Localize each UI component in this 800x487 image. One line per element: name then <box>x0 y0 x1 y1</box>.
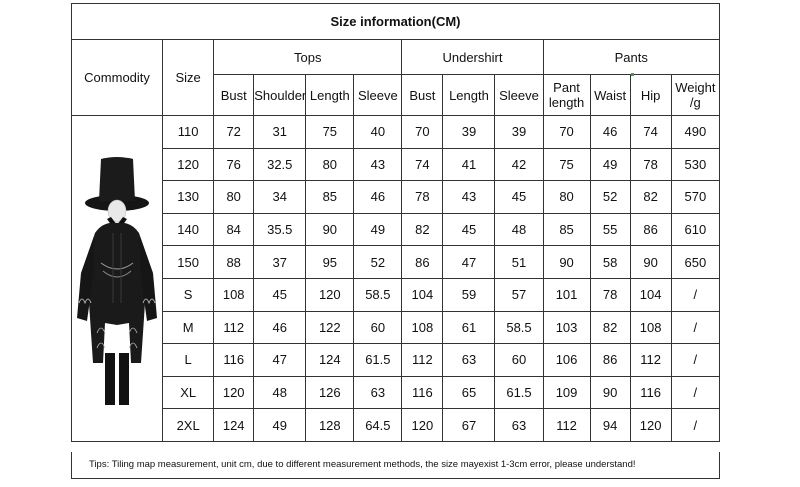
value-cell: 39 <box>443 116 495 149</box>
column-header: Shoulder <box>254 75 306 116</box>
size-cell: 120 <box>163 148 214 181</box>
column-header: Pant length <box>543 75 590 116</box>
table-row <box>72 278 720 311</box>
value-cell: 490 <box>671 116 719 149</box>
value-cell: 128 <box>306 409 354 442</box>
value-cell: 94 <box>590 409 630 442</box>
size-cell: L <box>163 344 214 377</box>
value-cell: 80 <box>214 181 254 214</box>
table-row <box>72 376 720 409</box>
value-cell: 43 <box>443 181 495 214</box>
value-cell: / <box>671 409 719 442</box>
value-cell: 116 <box>214 344 254 377</box>
value-cell: 90 <box>306 213 354 246</box>
value-cell: 85 <box>543 213 590 246</box>
column-header: Bust <box>402 75 443 116</box>
value-cell: 52 <box>590 181 630 214</box>
value-cell: 74 <box>630 116 671 149</box>
value-cell: 58.5 <box>354 278 402 311</box>
table-row <box>72 246 720 279</box>
value-cell: 48 <box>495 213 543 246</box>
value-cell: 650 <box>671 246 719 279</box>
value-cell: 108 <box>214 278 254 311</box>
value-cell: 78 <box>630 148 671 181</box>
value-cell: 61.5 <box>354 344 402 377</box>
value-cell: 51 <box>495 246 543 279</box>
value-cell: 46 <box>590 116 630 149</box>
value-cell: 61 <box>443 311 495 344</box>
value-cell: 116 <box>630 376 671 409</box>
value-cell: 35.5 <box>254 213 306 246</box>
value-cell: 47 <box>254 344 306 377</box>
value-cell: 45 <box>254 278 306 311</box>
column-header: Waist <box>590 75 630 116</box>
commodity-header: Commodity <box>72 40 163 116</box>
value-cell: 75 <box>543 148 590 181</box>
value-cell: 63 <box>495 409 543 442</box>
value-cell: 120 <box>630 409 671 442</box>
size-cell: 150 <box>163 246 214 279</box>
value-cell: 32.5 <box>254 148 306 181</box>
value-cell: 86 <box>590 344 630 377</box>
value-cell: 85 <box>306 181 354 214</box>
column-header: Sleeve <box>495 75 543 116</box>
value-cell: 42 <box>495 148 543 181</box>
value-cell: 120 <box>306 278 354 311</box>
size-cell: S <box>163 278 214 311</box>
value-cell: 75 <box>306 116 354 149</box>
value-cell: 52 <box>354 246 402 279</box>
value-cell: 34 <box>254 181 306 214</box>
costume-photo <box>73 153 161 413</box>
value-cell: 104 <box>630 278 671 311</box>
value-cell: 49 <box>254 409 306 442</box>
value-cell: 48 <box>254 376 306 409</box>
value-cell: 65 <box>443 376 495 409</box>
value-cell: / <box>671 278 719 311</box>
value-cell: 76 <box>214 148 254 181</box>
value-cell: 67 <box>443 409 495 442</box>
value-cell: 112 <box>630 344 671 377</box>
value-cell: 59 <box>443 278 495 311</box>
size-cell: 130 <box>163 181 214 214</box>
value-cell: 72 <box>214 116 254 149</box>
value-cell: 126 <box>306 376 354 409</box>
value-cell: 80 <box>543 181 590 214</box>
value-cell: 31 <box>254 116 306 149</box>
size-cell: M <box>163 311 214 344</box>
value-cell: 101 <box>543 278 590 311</box>
value-cell: 43 <box>354 148 402 181</box>
size-header: Size <box>163 40 214 116</box>
value-cell: 46 <box>354 181 402 214</box>
value-cell: 530 <box>671 148 719 181</box>
table-row <box>72 311 720 344</box>
size-table <box>71 3 720 442</box>
value-cell: 82 <box>590 311 630 344</box>
value-cell: 49 <box>354 213 402 246</box>
value-cell: 112 <box>402 344 443 377</box>
size-cell: 2XL <box>163 409 214 442</box>
table-row <box>72 344 720 377</box>
tips-note: Tips: Tiling map measurement, unit cm, due to different measurement methods, the size mayexist 1-3cm error, please understand! <box>71 452 720 479</box>
value-cell: 41 <box>443 148 495 181</box>
pants <box>105 353 115 405</box>
value-cell: 57 <box>495 278 543 311</box>
table-row <box>72 213 720 246</box>
table-row <box>72 181 720 214</box>
value-cell: 116 <box>402 376 443 409</box>
column-header: Length <box>306 75 354 116</box>
tops-header: Tops <box>214 40 402 75</box>
value-cell: 95 <box>306 246 354 279</box>
value-cell: 60 <box>354 311 402 344</box>
value-cell: 45 <box>495 181 543 214</box>
value-cell: 124 <box>306 344 354 377</box>
column-header: Bust <box>214 75 254 116</box>
value-cell: 610 <box>671 213 719 246</box>
value-cell: 90 <box>543 246 590 279</box>
table-row <box>72 409 720 442</box>
size-chart <box>71 3 720 442</box>
column-header: Hip <box>630 75 671 116</box>
value-cell: 86 <box>402 246 443 279</box>
value-cell: 108 <box>630 311 671 344</box>
value-cell: 112 <box>543 409 590 442</box>
value-cell: 70 <box>543 116 590 149</box>
value-cell: / <box>671 344 719 377</box>
table-title: Size information(CM) <box>72 4 720 40</box>
value-cell: 124 <box>214 409 254 442</box>
value-cell: / <box>671 376 719 409</box>
table-row <box>72 148 720 181</box>
value-cell: 49 <box>590 148 630 181</box>
value-cell: 86 <box>630 213 671 246</box>
column-header: Length <box>443 75 495 116</box>
value-cell: 55 <box>590 213 630 246</box>
green-dot-marker <box>631 73 634 76</box>
value-cell: 47 <box>443 246 495 279</box>
value-cell: 82 <box>402 213 443 246</box>
value-cell: 63 <box>354 376 402 409</box>
value-cell: 58.5 <box>495 311 543 344</box>
value-cell: 46 <box>254 311 306 344</box>
value-cell: 82 <box>630 181 671 214</box>
value-cell: 90 <box>590 376 630 409</box>
value-cell: 106 <box>543 344 590 377</box>
value-cell: 104 <box>402 278 443 311</box>
size-cell: XL <box>163 376 214 409</box>
value-cell: 37 <box>254 246 306 279</box>
value-cell: 90 <box>630 246 671 279</box>
value-cell: / <box>671 311 719 344</box>
value-cell: 74 <box>402 148 443 181</box>
value-cell: 120 <box>402 409 443 442</box>
pants-header: Pants <box>543 40 719 75</box>
value-cell: 70 <box>402 116 443 149</box>
value-cell: 39 <box>495 116 543 149</box>
value-cell: 78 <box>590 278 630 311</box>
value-cell: 570 <box>671 181 719 214</box>
value-cell: 80 <box>306 148 354 181</box>
size-cell: 110 <box>163 116 214 149</box>
value-cell: 63 <box>443 344 495 377</box>
value-cell: 112 <box>214 311 254 344</box>
value-cell: 60 <box>495 344 543 377</box>
value-cell: 45 <box>443 213 495 246</box>
size-cell: 140 <box>163 213 214 246</box>
value-cell: 103 <box>543 311 590 344</box>
value-cell: 40 <box>354 116 402 149</box>
column-header: Weight /g <box>671 75 719 116</box>
value-cell: 120 <box>214 376 254 409</box>
value-cell: 64.5 <box>354 409 402 442</box>
value-cell: 88 <box>214 246 254 279</box>
value-cell: 78 <box>402 181 443 214</box>
table-row <box>72 116 720 149</box>
value-cell: 108 <box>402 311 443 344</box>
column-header: Sleeve <box>354 75 402 116</box>
coat <box>89 223 145 363</box>
value-cell: 122 <box>306 311 354 344</box>
value-cell: 84 <box>214 213 254 246</box>
value-cell: 58 <box>590 246 630 279</box>
value-cell: 61.5 <box>495 376 543 409</box>
hat-crown <box>99 157 135 201</box>
undershirt-header: Undershirt <box>402 40 543 75</box>
value-cell: 109 <box>543 376 590 409</box>
